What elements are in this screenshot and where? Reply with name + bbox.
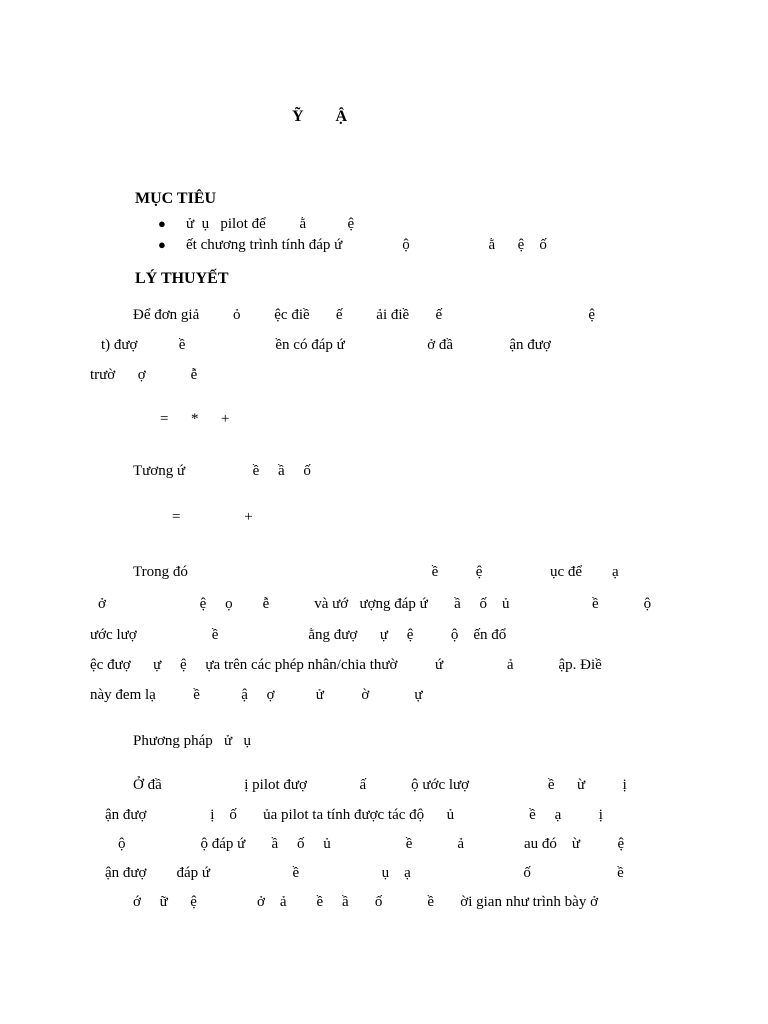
subsection-heading-method: Phương pháp ử ụ bbox=[133, 733, 251, 749]
section-heading-theory: LÝ THUYẾT bbox=[135, 270, 229, 287]
paragraph-line: Ở đầ ị pilot đượ ấ ộ ước lượ ề ừ ị bbox=[133, 777, 627, 793]
section-heading-objectives: MỤC TIÊU bbox=[135, 190, 217, 207]
paragraph-line: trườ ợ ễ bbox=[90, 367, 198, 383]
equation-2: = + bbox=[172, 509, 253, 525]
paragraph-line: này đem lạ ề ậ ợ ử ờ ự bbox=[90, 687, 423, 703]
equation-1: = * + bbox=[160, 411, 230, 427]
bullet-item: ết chương trình tính đáp ứ ộ ằ ệ ố bbox=[186, 237, 547, 253]
paragraph-line: Tương ứ ề ầ ố bbox=[133, 463, 311, 479]
bullet-item: ử ụ pilot để ằ ệ bbox=[186, 216, 355, 232]
paragraph-line: ận đượ đáp ứ ề ụ ạ ố ề bbox=[105, 865, 624, 881]
bullet-icon: ● bbox=[158, 216, 166, 231]
paragraph-line: ộ ộ đáp ứ ầ ố ủ ề ả au đó ừ ệ bbox=[118, 836, 625, 852]
paragraph-line: ớ ữ ệ ở ả ề ầ ố ề ời gian như trình bày ở bbox=[133, 894, 599, 910]
paragraph-line: ở ệ ọ ễ và ướ ượng đáp ứ ầ ố ủ ề ộ bbox=[98, 596, 652, 612]
paragraph-line: ệc đượ ự ệ ựa trên các phép nhân/chia thườ ứ ả ập. Điề bbox=[90, 657, 602, 673]
paragraph-line: Trong đó ề ệ ục để ạ bbox=[133, 564, 619, 580]
paragraph-line: Để đơn giả ỏ ệc điề ế ải điề ế ệ bbox=[133, 307, 596, 323]
document-title: Ỹ Ậ bbox=[292, 108, 348, 125]
paragraph-line: t) đượ ề ền có đáp ứ ở đầ ận đượ bbox=[101, 337, 551, 353]
paragraph-line: ận đượ ị ố ủa pilot ta tính được tác độ ủ ề ạ ị bbox=[105, 807, 603, 823]
paragraph-line: ước lượ ề ằng đượ ự ệ ộ ến đổ bbox=[90, 627, 507, 643]
bullet-icon: ● bbox=[158, 237, 166, 252]
